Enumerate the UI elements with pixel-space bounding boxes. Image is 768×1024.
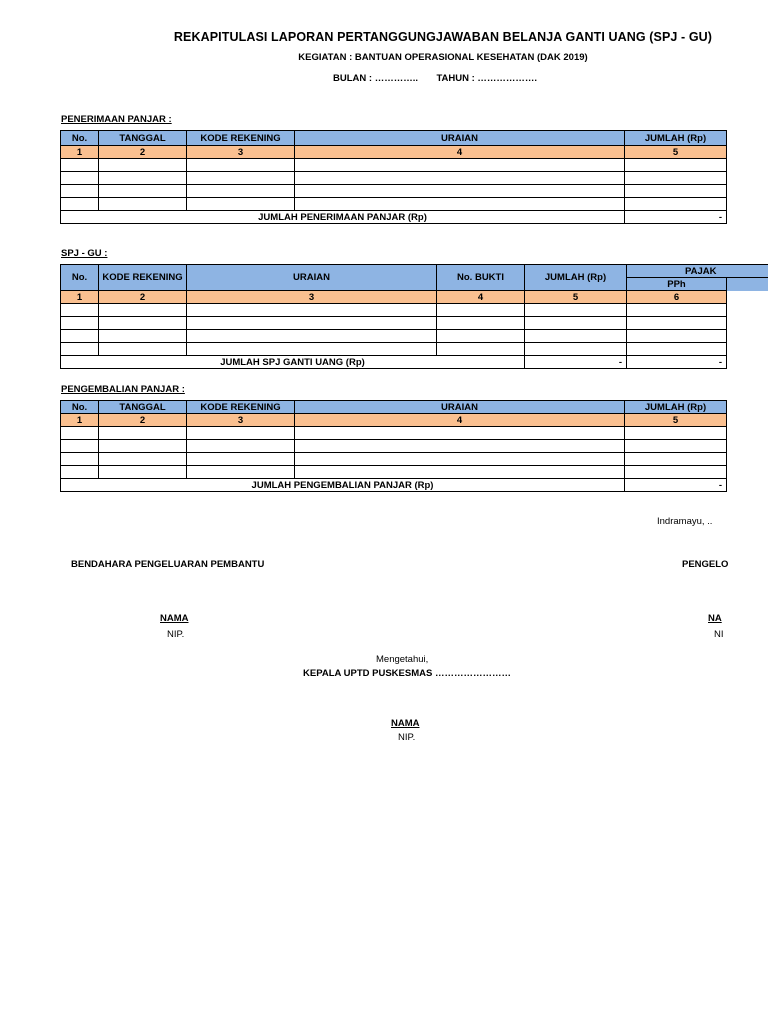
col-number: 5 — [625, 414, 727, 427]
col-header-pajak: PAJAK — [627, 265, 768, 278]
table-row — [61, 317, 768, 330]
mengetahui-label: Mengetahui, — [376, 654, 429, 665]
right-signer-role: PENGELO — [682, 559, 729, 570]
period-line: BULAN : ………….. TAHUN : ………………. — [333, 73, 538, 84]
total-value: - — [625, 211, 727, 224]
col-header: TANGGAL — [99, 401, 187, 414]
col-header: No. — [61, 265, 99, 291]
col-number: 2 — [99, 146, 187, 159]
section-title-pengembalian: PENGEMBALIAN PANJAR : — [61, 384, 185, 395]
col-header: No. — [61, 131, 99, 146]
right-signer-nip: NI — [714, 629, 724, 640]
col-number: 4 — [437, 291, 525, 304]
col-header: KODE REKENING — [187, 131, 295, 146]
table-row — [61, 453, 727, 466]
left-signer-nip: NIP. — [167, 629, 185, 640]
activity-subtitle: KEGIATAN : BANTUAN OPERASIONAL KESEHATAN (DAK 2019) — [298, 52, 588, 63]
col-number: 2 — [99, 414, 187, 427]
table-row — [61, 440, 727, 453]
total-label: JUMLAH PENERIMAAN PANJAR (Rp) — [61, 211, 625, 224]
col-header: URAIAN — [295, 131, 625, 146]
table-row — [61, 159, 727, 172]
section-title-spj: SPJ - GU : — [61, 248, 108, 259]
col-number: 1 — [61, 291, 99, 304]
col-header: URAIAN — [295, 401, 625, 414]
col-number: 3 — [187, 291, 437, 304]
col-number: 3 — [187, 414, 295, 427]
col-number: 6 — [627, 291, 727, 304]
section-title-penerimaan: PENERIMAAN PANJAR : — [61, 114, 172, 125]
col-header: JUMLAH (Rp) — [625, 131, 727, 146]
total-value: - — [525, 356, 627, 369]
col-number: 5 — [525, 291, 627, 304]
col-number: 1 — [61, 146, 99, 159]
table-penerimaan — [60, 130, 727, 224]
left-signer-role: BENDAHARA PENGELUARAN PEMBANTU — [71, 559, 265, 570]
document-title: REKAPITULASI LAPORAN PERTANGGUNGJAWABAN BELANJA GANTI UANG (SPJ - GU) — [173, 30, 713, 44]
col-number: 1 — [61, 414, 99, 427]
place-date: Indramayu, .. — [657, 516, 713, 527]
table-row — [61, 185, 727, 198]
total-value: - — [627, 356, 727, 369]
col-header: KODE REKENING — [99, 265, 187, 291]
col-number: 5 — [625, 146, 727, 159]
table-row — [61, 198, 727, 211]
table-row — [61, 427, 727, 440]
col-number: 4 — [295, 146, 625, 159]
col-header: No. BUKTI — [437, 265, 525, 291]
col-number: 2 — [99, 291, 187, 304]
table-row — [61, 330, 768, 343]
table-row — [61, 466, 727, 479]
col-header: TANGGAL — [99, 131, 187, 146]
col-header: URAIAN — [187, 265, 437, 291]
table-spj — [60, 264, 768, 369]
table-row — [61, 172, 727, 185]
col-number: 3 — [187, 146, 295, 159]
total-label: JUMLAH PENGEMBALIAN PANJAR (Rp) — [61, 479, 625, 492]
col-number: 4 — [295, 414, 625, 427]
col-header: KODE REKENING — [187, 401, 295, 414]
col-header: No. — [61, 401, 99, 414]
right-signer-name: NA — [708, 613, 722, 624]
table-row — [61, 343, 768, 356]
total-label: JUMLAH SPJ GANTI UANG (Rp) — [61, 356, 525, 369]
col-header-pph: PPh — [627, 278, 727, 291]
total-value: - — [625, 479, 727, 492]
table-pengembalian — [60, 400, 727, 492]
head-signer-role: KEPALA UPTD PUSKESMAS …………………… — [303, 668, 511, 679]
head-signer-nip: NIP. — [398, 732, 416, 743]
col-header: JUMLAH (Rp) — [525, 265, 627, 291]
col-header: JUMLAH (Rp) — [625, 401, 727, 414]
left-signer-name: NAMA — [160, 613, 189, 624]
head-signer-name: NAMA — [391, 718, 420, 729]
table-row — [61, 304, 768, 317]
